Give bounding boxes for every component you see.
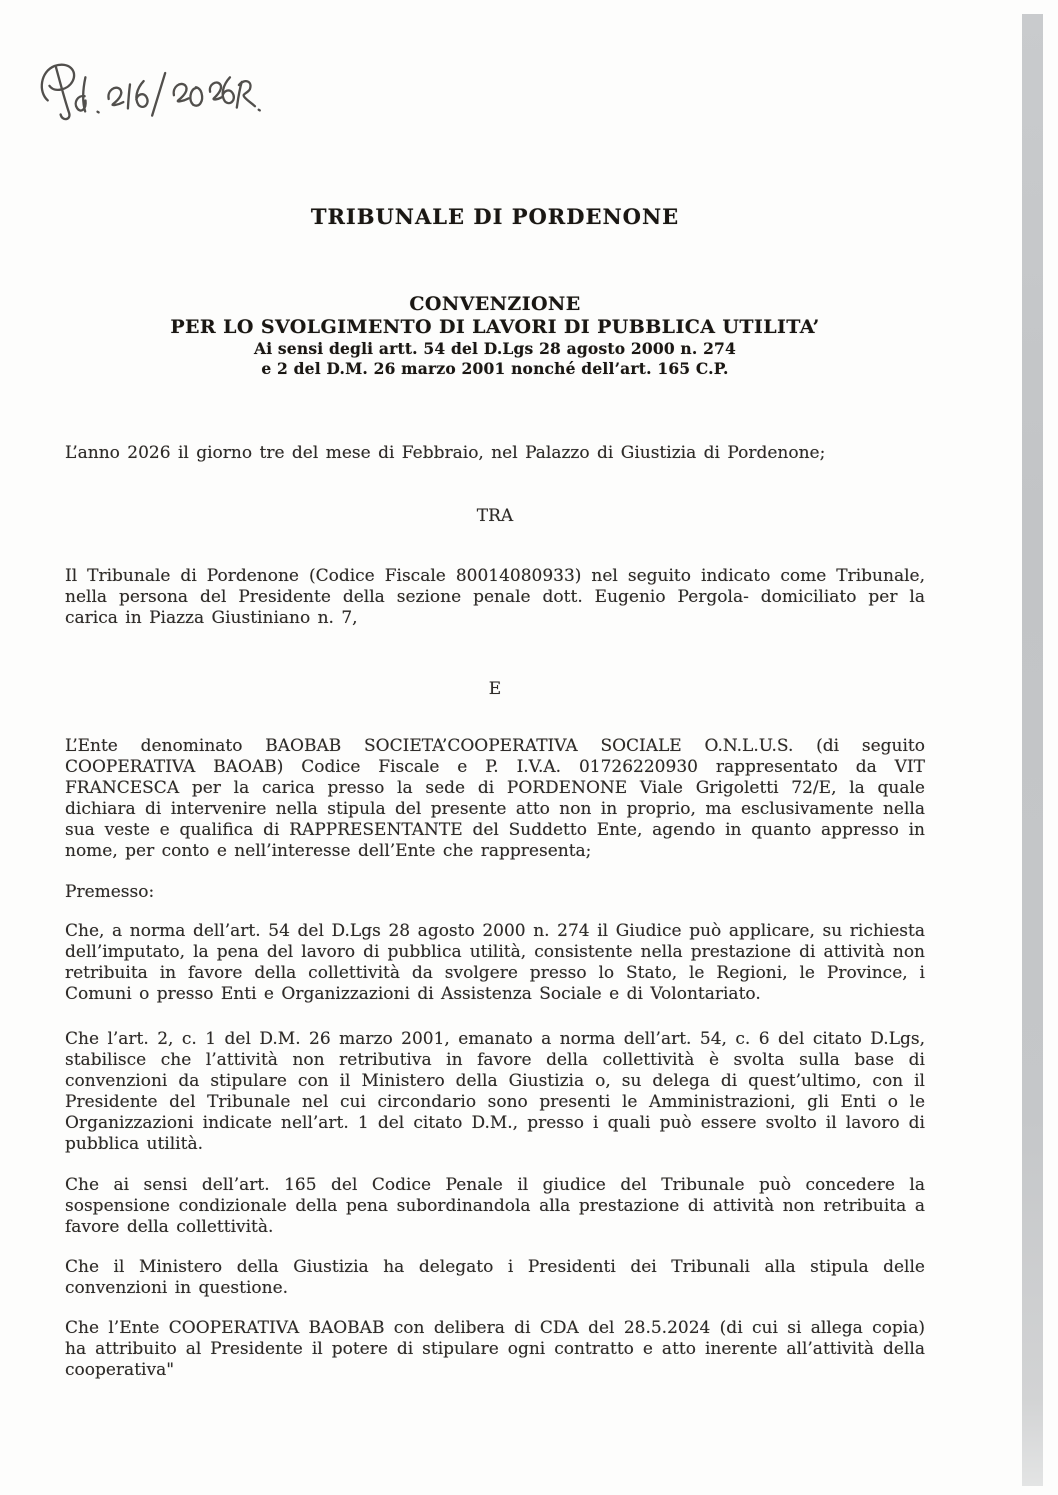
party-separator-tra: TRA bbox=[476, 506, 514, 526]
recital-paragraph-4: Che il Ministero della Giustizia ha delegato i Presidenti dei Tribunali alla stipula delle convenzioni in questione. bbox=[65, 1257, 925, 1298]
document-content bbox=[65, 0, 925, 1381]
premesso-label: Premesso: bbox=[65, 882, 155, 902]
entity-party-paragraph: L’Ente denominato BAOBAB SOCIETA’COOPERATIVA SOCIALE O.N.L.U.S. (di seguito COOPERATIVA BAOAB) Codice Fiscale e P. I.V.A. 01726220930 rappresentato da VIT FRANCESCA per la carica presso la sede di PORDENONE Viale Grigoletti 72/E, la quale dichiara di intervenire nella stipula del presente atto non in proprio, ma esclusivamente nella sua veste e qualifica di RAPPRESENTANTE del Suddetto Ente, agendo in quanto appresso in nome, per conto e nell’interesse dell’Ente che rappresenta; bbox=[65, 736, 925, 861]
recital-paragraph-5: Che l’Ente COOPERATIVA BAOBAB con delibera di CDA del 28.5.2024 (di cui si allega copia) ha attribuito al Presidente il potere di stipulare ogni contratto e atto inerente all’attività della cooperativa" bbox=[65, 1318, 925, 1380]
document-title-legal-ref1: Ai sensi degli artt. 54 del D.Lgs 28 agosto 2000 n. 274 bbox=[253, 339, 737, 358]
opening-line: L’anno 2026 il giorno tre del mese di Febbraio, nel Palazzo di Giustizia di Pordenone; bbox=[65, 443, 826, 463]
recital-paragraph-3: Che ai sensi dell’art. 165 del Codice Penale il giudice del Tribunale può concedere la sospensione condizionale della pena subordinandola alla prestazione di attività non retribuita a favore della collettività. bbox=[65, 1175, 925, 1237]
scan-edge-artifact bbox=[1022, 14, 1043, 1486]
document-title-legal-ref2: e 2 del D.M. 26 marzo 2001 nonché dell’art. 165 C.P. bbox=[261, 359, 729, 378]
recital-paragraph-1: Che, a norma dell’art. 54 del D.Lgs 28 agosto 2000 n. 274 il Giudice può applicare, su richiesta dell’imputato, la pena del lavoro di pubblica utilità, consistente nella prestazione di attività non retribuita in favore della collettività da svolgere presso lo Stato, le Regioni, le Province, i Comuni o presso Enti e Organizzazioni di Assistenza Sociale e di Volontariato. bbox=[65, 921, 925, 1004]
document-title-line2: PER LO SVOLGIMENTO DI LAVORI DI PUBBLICA UTILITA’ bbox=[170, 316, 820, 338]
court-title: TRIBUNALE DI PORDENONE bbox=[310, 204, 680, 229]
document-title-block bbox=[65, 293, 925, 379]
document-title-line1: CONVENZIONE bbox=[409, 293, 581, 315]
tribunal-party-paragraph: Il Tribunale di Pordenone (Codice Fiscale 80014080933) nel seguito indicato come Tribunale, nella persona del Presidente della sezione penale dott. Eugenio Pergola- domiciliato per la carica in Piazza Giustiniano n. 7, bbox=[65, 566, 925, 628]
party-separator-e: E bbox=[488, 679, 502, 699]
recital-paragraph-2: Che l’art. 2, c. 1 del D.M. 26 marzo 2001, emanato a norma dell’art. 54, c. 6 del citato D.Lgs, stabilisce che l’attività non retributiva in favore della collettività è svolta sulla base di convenzioni da stipulare con il Ministero della Giustizia o, su delega di quest’ultimo, con il Presidente del Tribunale nel cui circondario sono presenti le Amministrazioni, gli Enti o le Organizzazioni indicate nell’art. 1 del citato D.M., presso i quali può essere svolto il lavoro di pubblica utilità. bbox=[65, 1029, 925, 1154]
